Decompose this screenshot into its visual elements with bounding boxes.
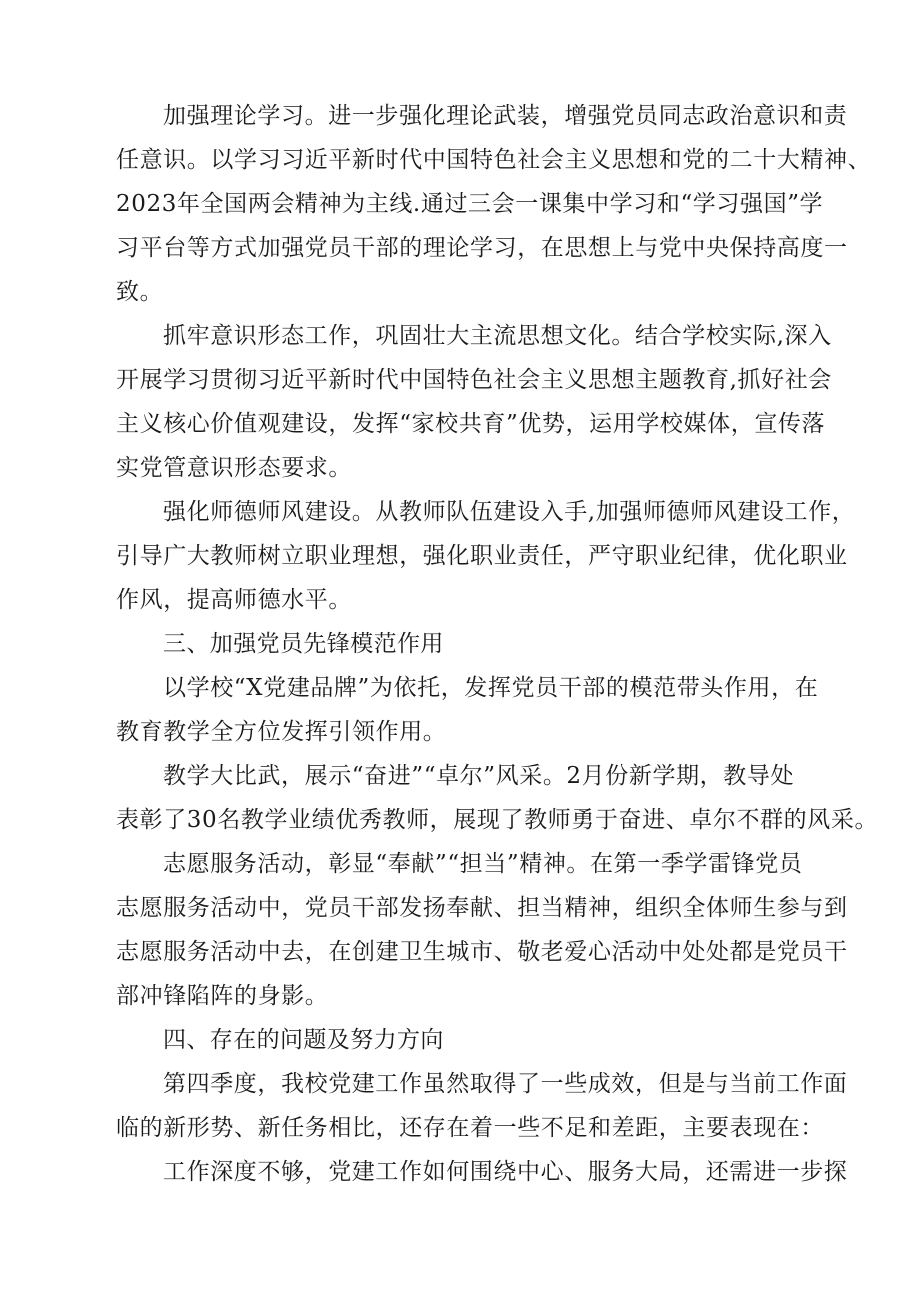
paragraph-1-line-3: 2023年全国两会精神为主线.通过三会一课集中学习和“学习强国”学	[116, 191, 824, 217]
section-heading-4: 四、存在的问题及努力方向	[163, 1027, 444, 1053]
paragraph-3-line-1: 强化师德师风建设。从教师队伍建设入手,加强师德师风建设工作，	[163, 499, 856, 525]
paragraph-1-line-1: 加强理论学习。进一步强化理论武装，增强党员同志政治意识和责	[163, 103, 848, 129]
paragraph-6-line-3: 志愿服务活动中去，在创建卫生城市、敬老爱心活动中处处都是党员干	[116, 939, 848, 965]
paragraph-6-line-2: 志愿服务活动中，党员干部发扬奉献、担当精神，组织全体师生参与到	[116, 895, 848, 921]
paragraph-2-line-2: 开展学习贯彻习近平新时代中国特色社会主义思想主题教育,抓好社会	[116, 367, 832, 393]
paragraph-2-line-4: 实党管意识形态要求。	[116, 455, 352, 481]
paragraph-2-line-3: 主义核心价值观建设，发挥“家校共育”优势，运用学校媒体，宣传落	[116, 411, 826, 437]
paragraph-5-line-1: 教学大比武，展示“奋进”“卓尔”风采。2月份新学期，教导处	[163, 763, 795, 789]
paragraph-7-line-2: 临的新形势、新任务相比，还存在着一些不足和差距，主要表现在：	[116, 1115, 824, 1141]
paragraph-3-line-2: 引导广大教师树立职业理想，强化职业责任，严守职业纪律，优化职业	[116, 543, 848, 569]
section-heading-3: 三、加强党员先锋模范作用	[163, 631, 444, 657]
paragraph-7-line-1: 第四季度，我校党建工作虽然取得了一些成效，但是与当前工作面	[163, 1071, 848, 1097]
paragraph-6-line-4: 部冲锋陷阵的身影。	[116, 983, 329, 1009]
paragraph-6-line-1: 志愿服务活动，彰显“奉献”“担当”精神。在第一季学雷锋党员	[163, 851, 803, 877]
paragraph-1-line-5: 致。	[116, 279, 164, 305]
paragraph-2-line-1: 抓牢意识形态工作，巩固壮大主流思想文化。结合学校实际,深入	[163, 323, 832, 349]
paragraph-3-line-3: 作风，提高师德水平。	[116, 587, 352, 613]
paragraph-1-line-4: 习平台等方式加强党员干部的理论学习，在思想上与党中央保持高度一	[116, 235, 848, 261]
paragraph-5-line-2: 表彰了30名教学业绩优秀教师，展现了教师勇于奋进、卓尔不群的风采。	[116, 807, 879, 833]
paragraph-1-line-2: 任意识。以学习习近平新时代中国特色社会主义思想和党的二十大精神、	[116, 147, 872, 173]
paragraph-4-line-2: 教育教学全方位发挥引领作用。	[116, 719, 447, 745]
paragraph-4-line-1: 以学校“X党建品牌”为依托，发挥党员干部的模范带头作用，在	[163, 675, 819, 701]
paragraph-8-line-1: 工作深度不够，党建工作如何围绕中心、服务大局，还需进一步探	[163, 1159, 848, 1185]
